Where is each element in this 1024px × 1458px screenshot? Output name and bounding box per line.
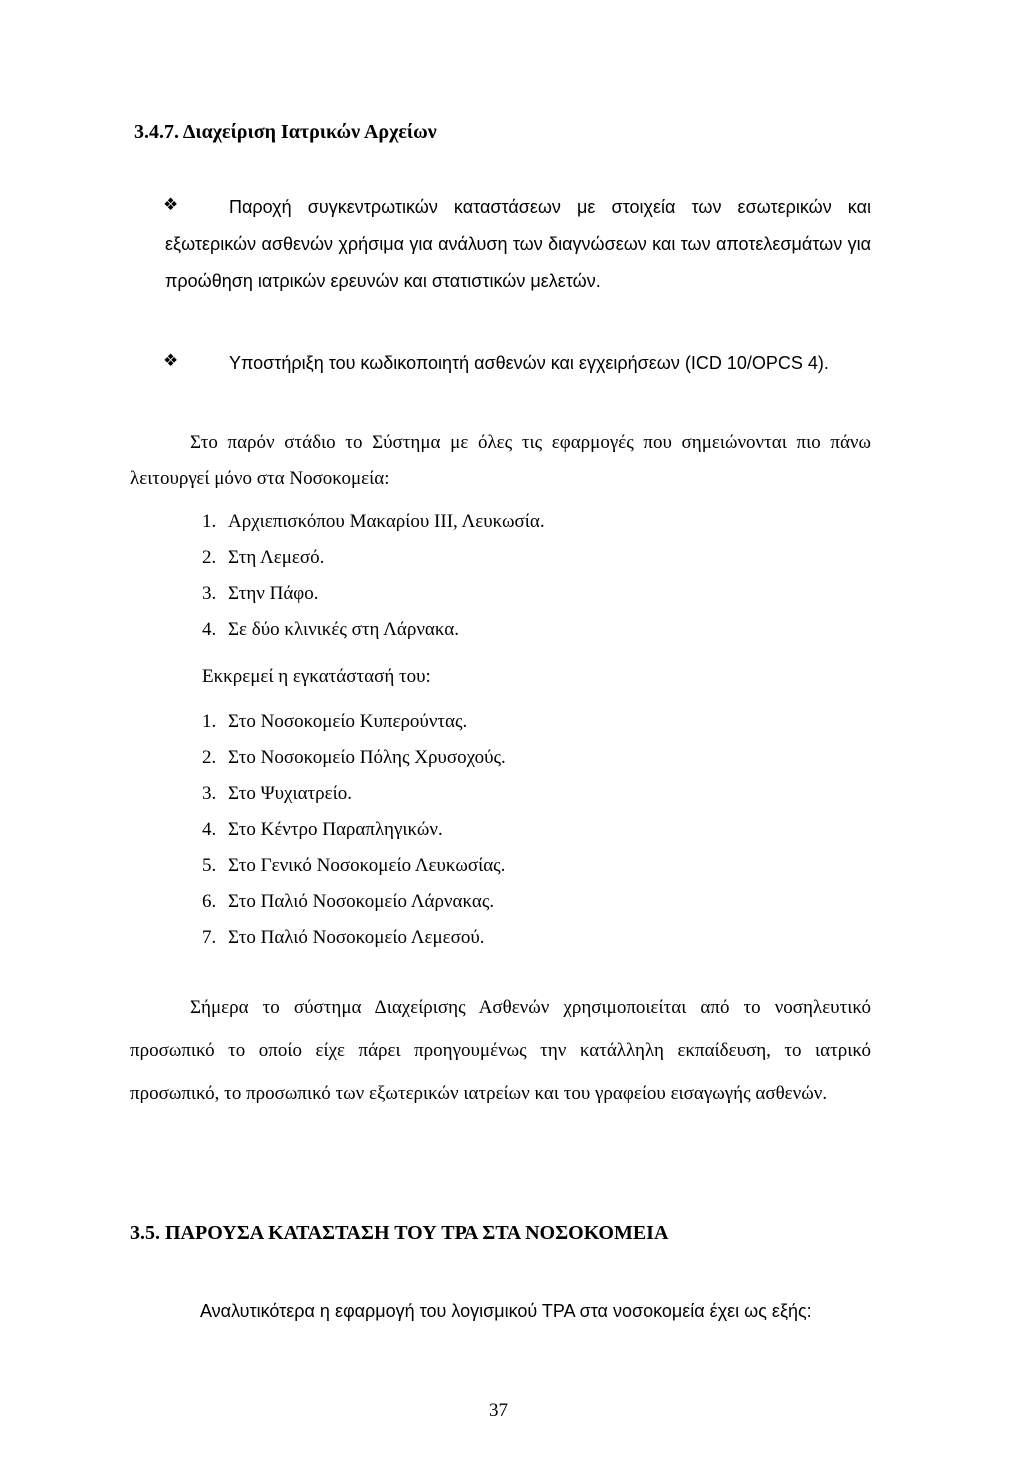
list-item: 3. Στην Πάφο. [202, 583, 319, 604]
bullet-item-coder-support [165, 345, 871, 382]
list-item: 5. Στο Γενικό Νοσοκομείο Λευκωσίας. [202, 855, 506, 876]
closing-paragraph: Σήμερα το σύστημα Διαχείρισης Ασθενών χρησιμοποιείται από το νοσηλευτικό προσωπικό το οποίο είχε πάρει προηγουμένως την κατάλληλη εκπαίδευση, το ιατρικό προσωπικό, το προσωπικό των εξωτερικών ιατρείων και του γραφείου εισαγωγής ασθενών. [130, 997, 871, 1104]
diamond-bullet-icon: ❖ [163, 351, 179, 370]
section-3-5-intro: Αναλυτικότερα η εφαρμογή του λογισμικού ΤΡΑ στα νοσοκομεία έχει ως εξής: [200, 1301, 812, 1321]
list-item: 3. Στο Ψυχιατρείο. [202, 783, 352, 804]
list-item: 2. Στη Λεμεσό. [202, 547, 325, 568]
section-3-5-heading: 3.5. ΠΑΡΟΥΣΑ ΚΑΤΑΣΤΑΣΗ ΤΟΥ ΤΡΑ ΣΤΑ ΝΟΣΟΚΟΜΕΙΑ [130, 1222, 669, 1244]
pending-installation-label: Εκκρεμεί η εγκατάστασή του: [202, 666, 431, 687]
list-item: 4. Σε δύο κλινικές στη Λάρνακα. [202, 619, 459, 640]
diamond-bullet-icon: ❖ [163, 195, 179, 214]
intro-paragraph: Στο παρόν στάδιο το Σύστημα με όλες τις εφαρμογές που σημειώνονται πιο πάνω λειτουργεί μόνο στα Νοσοκομεία: [130, 432, 871, 489]
bullet-text: Παροχή συγκεντρωτικών καταστάσεων με στοιχεία των εσωτερικών και εξωτερικών ασθενών χρήσιμα για ανάλυση των διαγνώσεων και των αποτελεσμάτων για προώθηση ιατρικών ερευνών και στατιστικών μελετών. [165, 197, 871, 291]
list-item: 1. Στο Νοσοκομείο Κυπερούντας. [202, 711, 468, 732]
section-3-4-7-heading: 3.4.7. Διαχείριση Ιατρικών Αρχείων [134, 121, 437, 143]
list-item: 4. Στο Κέντρο Παραπληγικών. [202, 819, 443, 840]
bullet-item-summary-reports [165, 189, 871, 300]
list-item: 2. Στο Νοσοκομείο Πόλης Χρυσοχούς. [202, 747, 506, 768]
list-item: 1. Αρχιεπισκόπου Μακαρίου ΙΙΙ, Λευκωσία. [202, 511, 545, 532]
list-item: 6. Στο Παλιό Νοσοκομείο Λάρνακας. [202, 891, 495, 912]
bullet-text: Υποστήριξη του κωδικοποιητή ασθενών και εγχειρήσεων (ICD 10/OPCS 4). [229, 353, 829, 373]
hospital-list [202, 504, 545, 648]
list-item: 7. Στο Παλιό Νοσοκομείο Λεμεσού. [202, 927, 485, 948]
page-number: 37 [489, 1400, 508, 1421]
pending-hospital-list [202, 704, 506, 956]
